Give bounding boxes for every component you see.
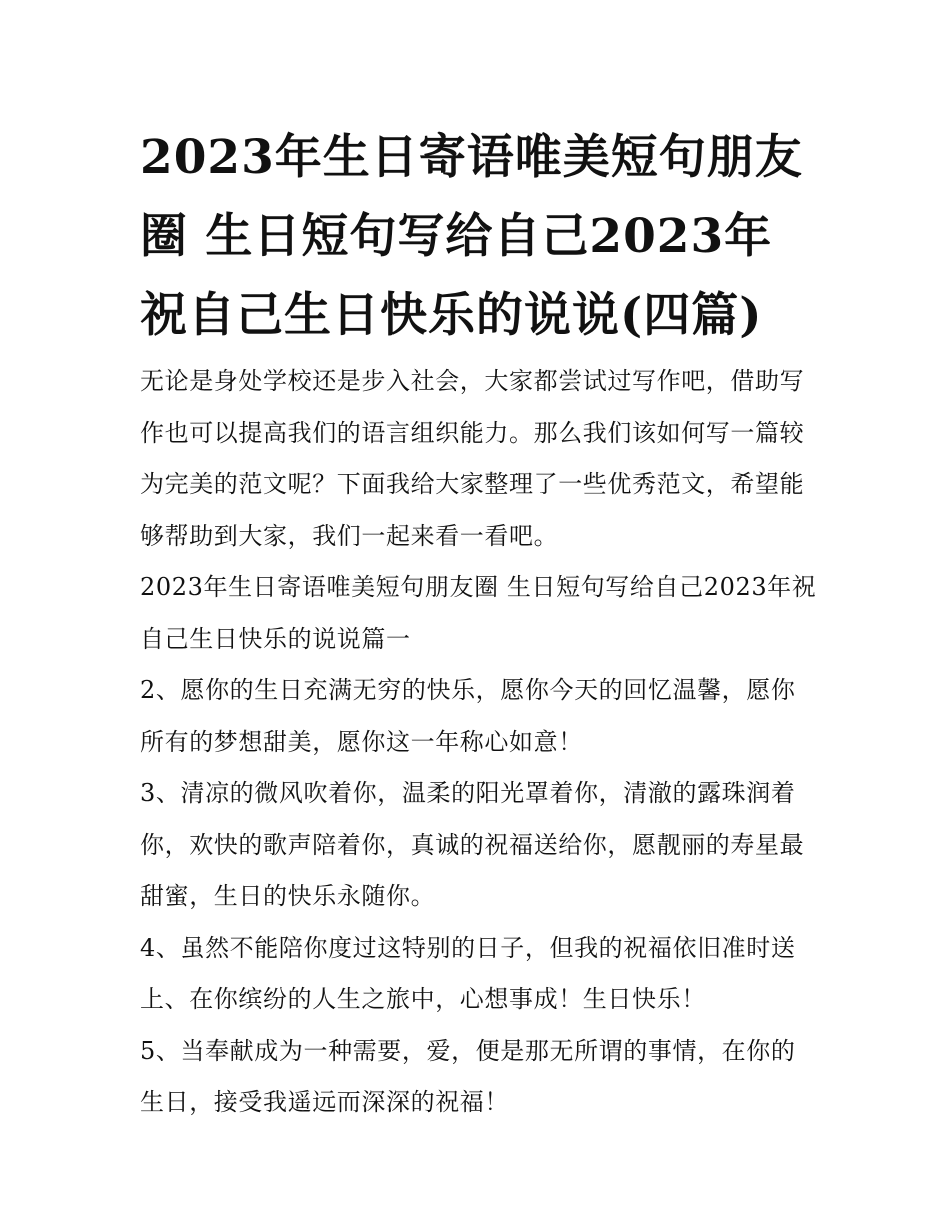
item-2-line: 所有的梦想甜美，愿你这一年称心如意！ (140, 727, 583, 756)
intro-paragraph-line: 为完美的范文呢？下面我给大家整理了一些优秀范文，希望能 (140, 470, 805, 498)
title-line: 祝自己生日快乐的说说(四篇) (140, 288, 763, 343)
intro-paragraph-line: 无论是身处学校还是步入社会，大家都尝试过写作吧，借助写 (140, 367, 805, 395)
section-heading-line: 自己生日快乐的说说篇一 (140, 624, 411, 653)
title-line: 2023年生日寄语唯美短句朋友 (140, 130, 803, 185)
section-heading-line: 2023年生日寄语唯美短句朋友圈 生日短句写给自己2023年祝 (140, 573, 817, 601)
item-3-line: 你，欢快的歌声陪着你，真诚的祝福送给你，愿靓丽的寿星最 (140, 830, 805, 859)
title-line: 圈 生日短句写给自己2023年 (140, 209, 773, 264)
item-5-line: 生日，接受我遥远而深深的祝福！ (140, 1088, 509, 1116)
item-4-line: 4、虽然不能陪你度过这特别的日子，但我的祝福依旧准时送 (140, 933, 796, 962)
item-3-line: 甜蜜，生日的快乐永随你。 (140, 882, 436, 910)
item-4-line: 上、在你缤纷的人生之旅中，心想事成！生日快乐！ (140, 985, 706, 1013)
item-2-line: 2、愿你的生日充满无穷的快乐，愿你今天的回忆温馨，愿你 (140, 676, 796, 704)
item-3-line: 3、清凉的微风吹着你，温柔的阳光罩着你，清澈的露珠润着 (140, 779, 796, 807)
document-body (140, 356, 820, 1129)
document-title (140, 118, 820, 355)
intro-paragraph-line: 作也可以提高我们的语言组织能力。那么我们该如何写一篇较 (140, 418, 805, 447)
item-5-line: 5、当奉献成为一种需要，爱，便是那无所谓的事情，在你的 (140, 1036, 796, 1065)
intro-paragraph-line: 够帮助到大家，我们一起来看一看吧。 (140, 521, 559, 550)
